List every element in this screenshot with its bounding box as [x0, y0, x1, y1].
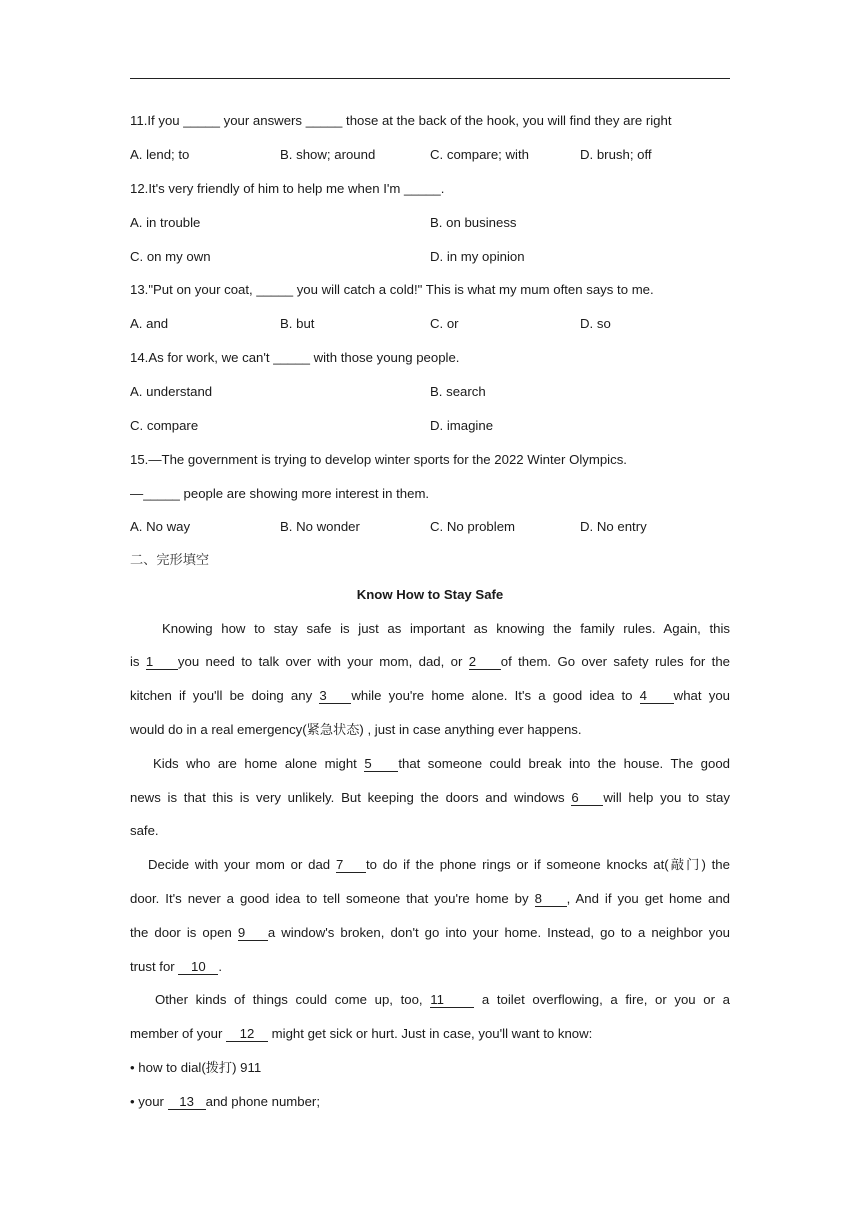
- text-segment: the door is open: [130, 925, 238, 940]
- blank-1: 1: [146, 654, 178, 670]
- blank-10: 10: [178, 959, 218, 975]
- blank-6: 6: [571, 790, 603, 806]
- question-14-stem: 14.As for work, we can't _____ with those young people.: [130, 350, 460, 365]
- question-13-stem: 13."Put on your coat, _____ you will catch a cold!" This is what my mum often says to me.: [130, 282, 654, 297]
- text-segment: of them. Go over safety rules for the: [500, 654, 730, 669]
- q15-option-c: C. No problem: [430, 519, 516, 534]
- text-segment: .: [218, 959, 223, 974]
- passage-title: Know How to Stay Safe: [356, 587, 504, 602]
- blank-3: 3: [319, 688, 351, 704]
- bullet-address: [130, 1093, 730, 1111]
- q12-option-a: A. in trouble: [130, 215, 201, 230]
- text-segment: might get sick or hurt. Just in case, you'll want to know:: [268, 1026, 593, 1041]
- text-segment: a window's broken, don't go into your home. Instead, go to a neighbor you: [267, 925, 730, 940]
- text-segment: to do if the phone rings or if someone knocks at(敲门) the: [365, 857, 730, 872]
- q14-option-a: A. understand: [130, 384, 213, 399]
- q11-option-d: D. brush; off: [580, 147, 652, 162]
- text-segment: member of your: [130, 1026, 227, 1041]
- p3-line-1: [148, 856, 730, 874]
- p3-line-4: [130, 958, 730, 976]
- text-segment: Decide with your mom or dad: [148, 857, 336, 872]
- q15-option-a: A. No way: [130, 519, 191, 534]
- p4-line-2: [130, 1025, 730, 1043]
- q12-option-d: D. in my opinion: [430, 249, 525, 264]
- q11-option-c: C. compare; with: [430, 147, 529, 162]
- blank-9: 9: [238, 925, 268, 941]
- q13-option-c: C. or: [430, 316, 459, 331]
- q15-option-b: B. No wonder: [280, 519, 360, 534]
- blank-11: 11: [430, 992, 474, 1008]
- p4-line-1: [155, 991, 730, 1009]
- text-segment: kitchen if you'll be doing any: [130, 688, 320, 703]
- text-segment: • your: [130, 1094, 168, 1109]
- text-segment: Kids who are home alone might: [153, 756, 365, 771]
- blank-12: 12: [226, 1026, 268, 1042]
- question-12-stem: 12.It's very friendly of him to help me when I'm _____.: [130, 181, 445, 196]
- text-segment: that someone could break into the house. The good: [398, 756, 730, 771]
- text-segment: , And if you get home and: [566, 891, 730, 906]
- blank-5: 5: [364, 756, 398, 772]
- q12-option-b: B. on business: [430, 215, 517, 230]
- p2-line-1: [153, 755, 730, 773]
- section-heading: 二、完形填空: [130, 553, 210, 568]
- text-segment: what you: [673, 688, 730, 703]
- text-segment: while you're home alone. It's a good idea to: [351, 688, 640, 703]
- p1-line-1: Knowing how to stay safe is just as important as knowing the family rules. Again, this: [162, 621, 730, 636]
- q14-option-c: C. compare: [130, 418, 199, 433]
- blank-2: 2: [469, 654, 501, 670]
- header-rule: [130, 78, 730, 79]
- blank-13: 13: [168, 1094, 206, 1110]
- q13-option-a: A. and: [130, 316, 169, 331]
- q11-option-b: B. show; around: [280, 147, 376, 162]
- text-segment: you need to talk over with your mom, dad, or: [177, 654, 469, 669]
- question-15-reply: —_____ people are showing more interest in them.: [130, 486, 430, 501]
- text-segment: door. It's never a good idea to tell someone that you're home by: [130, 891, 535, 906]
- question-11-stem: 11.If you _____ your answers _____ those at the back of the hook, you will find they are right: [130, 113, 672, 128]
- text-segment: will help you to stay: [603, 790, 730, 805]
- bullet-dial: • how to dial(拨打) 911: [130, 1060, 262, 1075]
- q14-option-d: D. imagine: [430, 418, 494, 433]
- text-segment: is: [130, 654, 146, 669]
- q15-option-d: D. No entry: [580, 519, 647, 534]
- blank-7: 7: [336, 857, 366, 873]
- q11-option-a: A. lend; to: [130, 147, 190, 162]
- text-segment: Other kinds of things could come up, too,: [155, 992, 431, 1007]
- text-segment: and phone number;: [205, 1094, 320, 1109]
- p1-line-3: [130, 687, 730, 705]
- question-15-stem: 15.—The government is trying to develop winter sports for the 2022 Winter Olympics.: [130, 452, 627, 467]
- text-segment: trust for: [130, 959, 179, 974]
- p3-line-3: [130, 924, 730, 942]
- q12-option-c: C. on my own: [130, 249, 211, 264]
- p3-line-2: [130, 890, 730, 908]
- p1-line-4: would do in a real emergency(紧急状态) , just in case anything ever happens.: [130, 722, 582, 737]
- q13-option-d: D. so: [580, 316, 611, 331]
- p2-line-2: [130, 789, 730, 807]
- q13-option-b: B. but: [280, 316, 315, 331]
- blank-4: 4: [640, 688, 674, 704]
- p1-line-2: [130, 653, 730, 671]
- blank-8: 8: [535, 891, 567, 907]
- q14-option-b: B. search: [430, 384, 486, 399]
- text-segment: news is that this is very unlikely. But keeping the doors and windows: [130, 790, 572, 805]
- text-segment: a toilet overflowing, a fire, or you or a: [474, 992, 731, 1007]
- p2-line-3: safe.: [130, 823, 159, 838]
